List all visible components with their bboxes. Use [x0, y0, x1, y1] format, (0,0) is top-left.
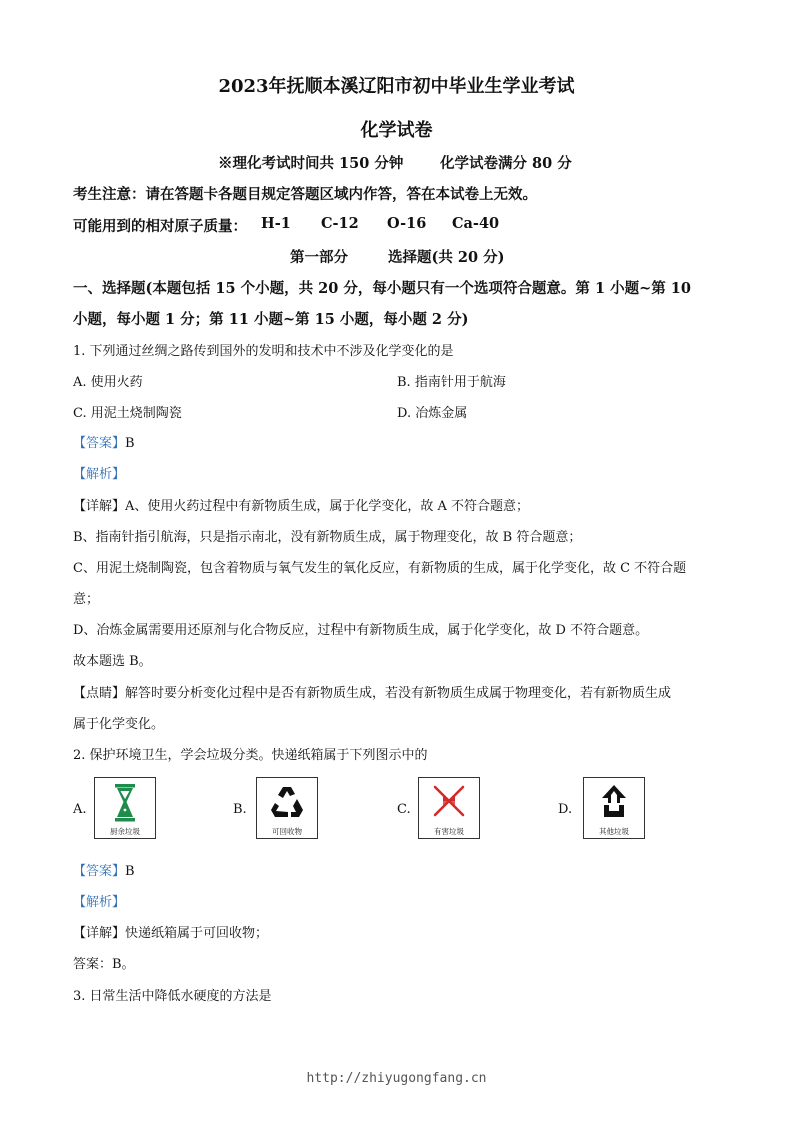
q1-detail-text-1: A、使用火药过程中有新物质生成，属于化学变化，故 A 不符合题意； [125, 499, 530, 514]
q2-option-a-caption: 厨余垃圾 [110, 827, 140, 836]
q1-comment-line-1 [73, 682, 671, 701]
q2-option-c-sign [418, 777, 480, 839]
q2-answer [73, 860, 135, 879]
q2-detail-line [73, 922, 268, 941]
q1-option-b: B. 指南针用于航海 [397, 375, 506, 390]
section-instructions-line2: 小题，每小题 1 分；第 11 小题~第 15 小题，每小题 2 分) [73, 311, 469, 328]
q2-conclusion: 答案：B。 [73, 957, 135, 972]
q1-detail-tag: 【详解】 [73, 499, 126, 514]
q2-option-d-sign [583, 777, 645, 839]
q1-detail-line-5: D、冶炼金属需要用还原剂与化合物反应，过程中有新物质生成，属于化学变化，故 D 不符合题意。 [73, 623, 649, 638]
q2-option-d-label: D. [558, 802, 573, 817]
q1-detail-line-2: B、指南针指引航海，只是指示南北，没有新物质生成，属于物理变化，故 B 符合题意； [73, 530, 582, 545]
atomic-mass-label: 可能用到的相对原子质量： [73, 218, 247, 235]
q1-detail-line-1 [73, 495, 529, 514]
score-note: 化学试卷满分 80 分 [440, 155, 572, 172]
exam-title: 2023年抚顺本溪辽阳市初中毕业生学业考试 [218, 76, 575, 97]
q1-analysis-tag: 【解析】 [73, 467, 126, 482]
q1-answer-tag: 【答案】 [73, 436, 126, 451]
q1-option-d: D. 冶炼金属 [397, 406, 468, 421]
q1-option-a: A. 使用火药 [73, 375, 143, 390]
atomic-mass-ca: Ca-40 [452, 215, 500, 232]
q2-stem: 2. 保护环境卫生，学会垃圾分类。快递纸箱属于下列图示中的 [73, 748, 428, 763]
q1-option-c: C. 用泥土烧制陶瓷 [73, 406, 182, 421]
part-label: 第一部分 [290, 249, 348, 266]
candidate-notice: 考生注意：请在答题卡各题目规定答题区域内作答，答在本试卷上无效。 [73, 186, 537, 203]
q1-answer-value: B [125, 436, 135, 451]
q1-stem: 1. 下列通过丝绸之路传到国外的发明和技术中不涉及化学变化的是 [73, 344, 454, 359]
q2-option-a-label: A. [73, 802, 87, 817]
q1-answer [73, 432, 135, 451]
part-title: 选择题(共 20 分) [388, 249, 505, 266]
q2-detail-text: 快递纸箱属于可回收物； [125, 926, 269, 941]
q2-option-a-sign [94, 777, 156, 839]
q2-option-c-label: C. [397, 802, 411, 817]
atomic-mass-o: O-16 [387, 215, 427, 232]
q2-answer-value: B [125, 864, 135, 879]
q1-detail-line-3: C、用泥土烧制陶瓷，包含着物质与氧气发生的氧化反应，有新物质的生成，属于化学变化，故 C 不符合题 [73, 561, 687, 576]
footer-url: http://zhiyugongfang.cn [306, 1071, 487, 1086]
q2-answer-tag: 【答案】 [73, 864, 126, 879]
atomic-mass-h: H-1 [261, 215, 291, 232]
q2-option-b-sign [256, 777, 318, 839]
atomic-mass-c: C-12 [321, 215, 359, 232]
paper-subtitle: 化学试卷 [360, 120, 433, 141]
q1-comment-tag: 【点睛】 [73, 686, 126, 701]
q1-comment-line-2: 属于化学变化。 [73, 717, 165, 732]
q1-detail-line-6: 故本题选 B。 [73, 654, 152, 669]
q2-option-c-caption: 有害垃圾 [434, 827, 464, 836]
q2-option-b-label: B. [233, 802, 247, 817]
q1-comment-text-1: 解答时要分析变化过程中是否有新物质生成，若没有新物质生成属于物理变化，若有新物质生成 [125, 686, 672, 701]
q2-option-b-caption: 可回收物 [272, 827, 302, 836]
time-note: ※理化考试时间共 150 分钟 [218, 155, 404, 172]
q1-detail-line-4: 意； [73, 592, 100, 607]
q2-analysis-tag: 【解析】 [73, 895, 126, 910]
q2-option-d-caption: 其他垃圾 [599, 827, 629, 836]
q2-detail-tag: 【详解】 [73, 926, 126, 941]
section-instructions-line1: 一、选择题(本题包括 15 个小题，共 20 分，每小题只有一个选项符合题意。第 1 小题~第 10 [73, 280, 691, 297]
q3-stem: 3. 日常生活中降低水硬度的方法是 [73, 989, 272, 1004]
